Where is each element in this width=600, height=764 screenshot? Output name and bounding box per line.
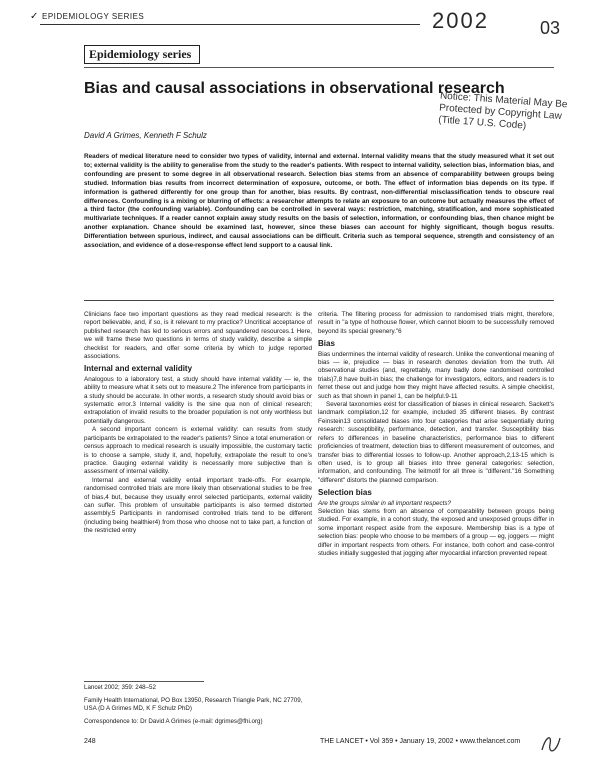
bias-paragraph-1: Bias undermines the internal validity of research. Unlike the conventional meaning of bias — ie, prejudice — bias in research denotes deviation from the truth. All observational studies (and, regrettably, many badly done randomised controlled trials)7,8 have built-in bias; the challenge for investigators, editors, and readers is to ferret these out and judge how they might have affected results. A simple checklist, such as that shown in panel 1, can be helpful.9-11: [318, 350, 554, 400]
series-label-box: Epidemiology series: [84, 45, 200, 64]
validity-paragraph-2: A second important concern is external validity: can results from study participants be extrapolated to the reader's patients? Since a total enumeration or census approach to medical research is usually impossible, the customary tactic is to choose a sample, study it, and, hopefully, extrapolate the result to one's practice. Gauging external validity is necessarily more subjective than is assessment of internal validity.: [84, 426, 312, 476]
citation-line: Lancet 2002; 359: 248–52: [84, 684, 156, 691]
validity-paragraph-3: Internal and external validity entail important trade-offs. For example, randomised controlled trials are more likely than observational studies to be free of bias,4 but, because they usually enrol selected participants, external validity can suffer. This problem of unsuitable participants is also termed distorted assembly.5 Participants in randomised controlled trials tend to be different (including being healthier4) from those who choose not to take part, a function of the restricted entry: [84, 476, 312, 535]
abstract-rule: [84, 300, 554, 301]
heading-internal-external-validity: Internal and external validity: [84, 364, 193, 374]
affiliation-line: Family Health International, PO Box 13950, Research Triangle Park, NC 27709, USA (D A Grimes MD, K F Schulz PhD): [84, 697, 303, 712]
correspondence-line: Correspondence to: Dr David A Grimes (e-mail: dgrimes@fhi.org): [84, 718, 263, 725]
author-list: David A Grimes, Kenneth F Schulz: [84, 131, 207, 140]
article-title: Bias and causal associations in observational research: [84, 80, 505, 97]
selection-paragraph-1: Selection bias stems from an absence of comparability between groups being studied. For example, in a cohort study, the exposed and unexposed groups differ in some important respect aside from the exposure. Membership bias is a type of selection bias: people who choose to be members of a group — eg, joggers — might differ in important respects from others. For instance, both cohort and case-control studies initially suggested that jogging after myocardial infarction prevented repeat: [318, 507, 554, 557]
bias-paragraph-2: Several taxonomies exist for classification of biases in clinical research. Sackett's landmark compilation,12 for example, included 35 different biases. By contrast Feinstein13 consolidated biases into four categories that arise sequentially during research: susceptibility, performance, detection, and transfer. Susceptibility bias refers to differences in baseline characteristics, performance bias to different proficiencies of treatment, detection bias to different measurement of outcomes, and transfer bias to differential losses to follow-up. Another approach,2,13-15 which is often used, is to group all biases into three general categories: selection, information, and confounding. The leitmotif for all three is "different."16 Something "different" distorts the planned comparison.: [318, 401, 554, 484]
stamp-year: 2002: [432, 8, 489, 33]
body-column-left: [84, 311, 312, 536]
validity-paragraph-1: Analogous to a laboratory test, a study should have internal validity — ie, the ability to measure what it sets out to measure.2 The inference from participants in a study should be accurate. In other words, a research study should avoid bias or systematic error.3 Internal validity is the sine qua non of clinical research; extrapolation of invalid results to the broader population is not only worthless but potentially dangerous.: [84, 375, 312, 425]
page-number: 248: [84, 738, 96, 745]
header-rule: [40, 24, 420, 25]
footnote-rule: [84, 681, 204, 682]
handwritten-initial: [538, 730, 564, 761]
intro-paragraph: Clinicians face two important questions as they read medical research: is the report believable, and, if so, is it relevant to my practice? Uncritical acceptance of published research has led to serious errors and squandered resources.1 Here, we will frame these two questions in terms of study validity, describe a simple checklist for readers, and offer some criteria by which to judge reported associations.: [84, 311, 312, 361]
stamp-suffix: 03: [540, 18, 561, 38]
corner-check-mark: ✓: [30, 11, 39, 22]
selection-subheading: Are the groups similar in all important respects?: [318, 499, 451, 507]
heading-bias: Bias: [318, 339, 335, 349]
running-header-series: EPIDEMIOLOGY SERIES: [42, 12, 145, 21]
heading-selection-bias: Selection bias: [318, 488, 372, 498]
abstract: Readers of medical literature need to consider two types of validity, internal and external. Internal validity means that the study measured what it set out to; external validity is the ability to generalise from the study to the reader's patients. With respect to internal validity, selection bias, information bias, and confounding are present to some degree in all observational research. Selection bias stems from an absence of comparability between groups being studied. Information bias results from incorrect determination of exposure, outcome, or both. The effect of information bias depends on its type. If information is gathered differently for one group than for another, bias results. By contrast, non-differential misclassification tends to obscure real differences. Confounding is a mixing or blurring of effects: a researcher attempts to relate an exposure to an outcome but actually measures the effect of a third factor (the confounding variable). Confounding can be controlled in several ways: restriction, matching, stratification, and more sophisticated multivariate techniques. If a reader cannot explain away study results on the basis of selection, information, or confounding bias, then chance might be another explanation. Chance should be examined last, however, since these biases can account for highly significant, though bogus results. Differentiation between spurious, indirect, and causal associations can be difficult. Criteria such as temporal sequence, strength and consistency of an association, and evidence of a dose-response effect lend support to a causal link.: [84, 153, 554, 250]
signature-scribble-icon: [538, 730, 564, 756]
journal-footer: THE LANCET • Vol 359 • January 19, 2002 • www.thelancet.com: [320, 738, 521, 745]
footnotes: [84, 684, 312, 731]
copyright-notice-stamp: Notice: This Material May Be Protected by Copyright Law (Title 17 U.S. Code): [437, 90, 568, 132]
section-rule: [84, 67, 554, 68]
body-column-right: [318, 311, 554, 558]
continuation-paragraph: criteria. The filtering process for admission to randomised trials might, therefore, result in "a type of hothouse flower, which cannot bloom to be successfully removed beyond its special greenery."6: [318, 311, 554, 335]
